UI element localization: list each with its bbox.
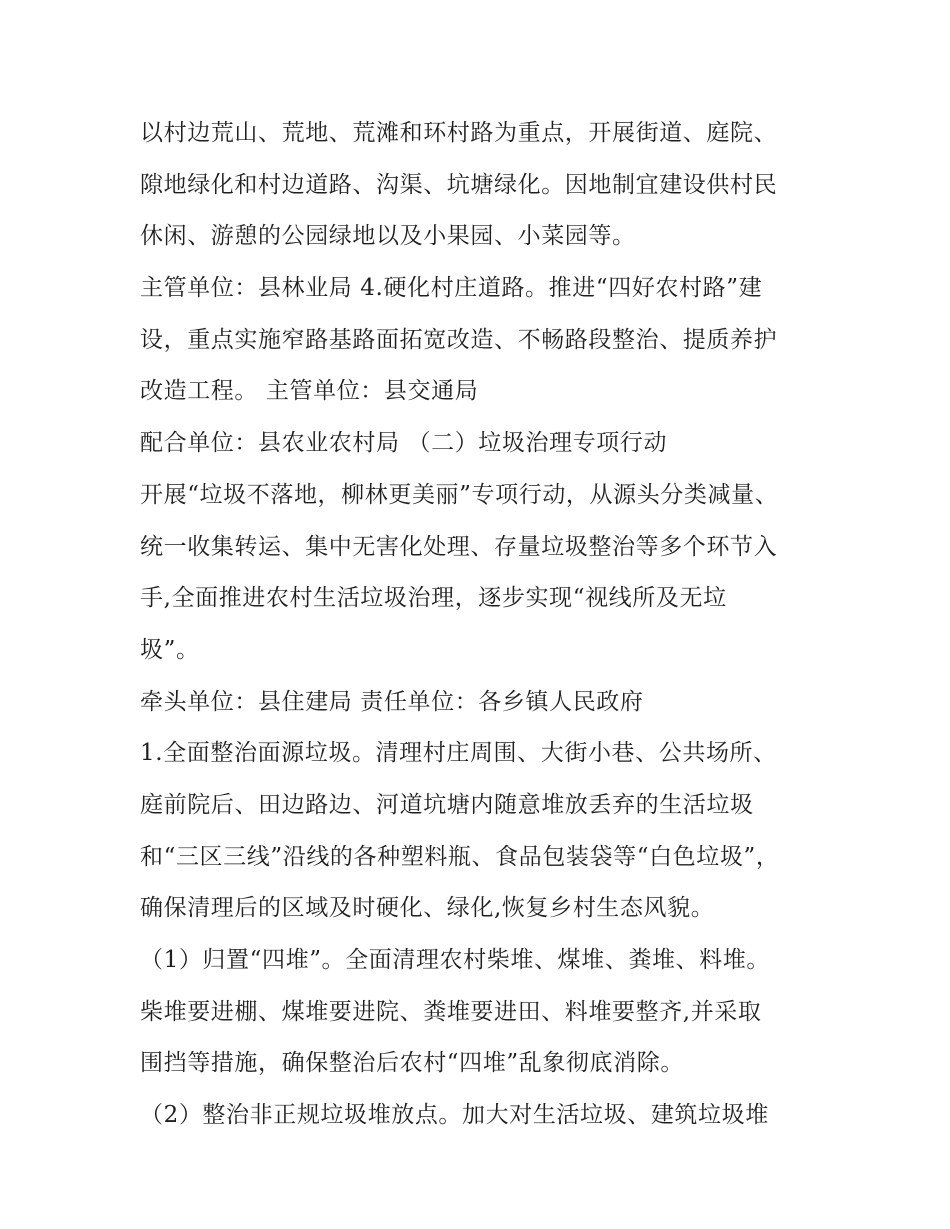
text-line: 1.全面整治面源垃圾。清理村庄周围、大街小巷、公共场所、: [140, 740, 777, 767]
text-line: 隙地绿化和村边道路、沟渠、坑塘绿化。因地制宜建设供村民: [140, 171, 778, 198]
text-line: 统一收集转运、集中无害化处理、存量垃圾整治等多个环节入: [140, 533, 778, 560]
document-body: [140, 108, 820, 1142]
text-line: 确保清理后的区域及时硬化、绿化,恢复乡村生态风貌。: [140, 895, 715, 922]
text-line: 牵头单位：县住建局 责任单位：各乡镇人民政府: [140, 688, 644, 715]
text-line: 柴堆要进棚、煤堆要进院、粪堆要进田、料堆要整齐,并采取: [140, 998, 762, 1025]
text-line: 手,全面推进农村生活垃圾治理，逐步实现“视线所及无垃: [140, 585, 727, 612]
text-line: 和“三区三线”沿线的各种塑料瓶、食品包装袋等“白色垃圾”，: [140, 843, 780, 870]
text-line: 开展“垃圾不落地，柳林更美丽”专项行动，从源头分类减量、: [140, 481, 779, 508]
text-line: 改造工程。 主管单位：县交通局: [140, 378, 479, 405]
text-line: 圾”。: [140, 636, 200, 663]
text-line: 围挡等措施，确保整治后农村“四堆”乱象彻底消除。: [140, 1050, 684, 1077]
text-line: 设，重点实施窄路基路面拓宽改造、不畅路段整治、提质养护: [140, 326, 778, 353]
text-line: （1）归置“四堆”。全面清理农村柴堆、煤堆、粪堆、料堆。: [140, 947, 770, 973]
text-line: 庭前院后、田边路边、河道坑塘内随意堆放丢弃的生活垃圾: [140, 791, 754, 818]
text-line: （2）整治非正规垃圾堆放点。加大对生活垃圾、建筑垃圾堆: [140, 1102, 769, 1129]
text-line: 主管单位：县林业局 4.硬化村庄道路。推进“四好农村路”建: [140, 275, 763, 302]
text-line: 以村边荒山、荒地、荒滩和环村路为重点，开展街道、庭院、: [140, 120, 778, 146]
text-line: 休闲、游憩的公园绿地以及小果园、小菜园等。: [140, 223, 636, 250]
text-line: 配合单位：县农业农村局 （二）垃圾治理专项行动: [140, 430, 668, 457]
